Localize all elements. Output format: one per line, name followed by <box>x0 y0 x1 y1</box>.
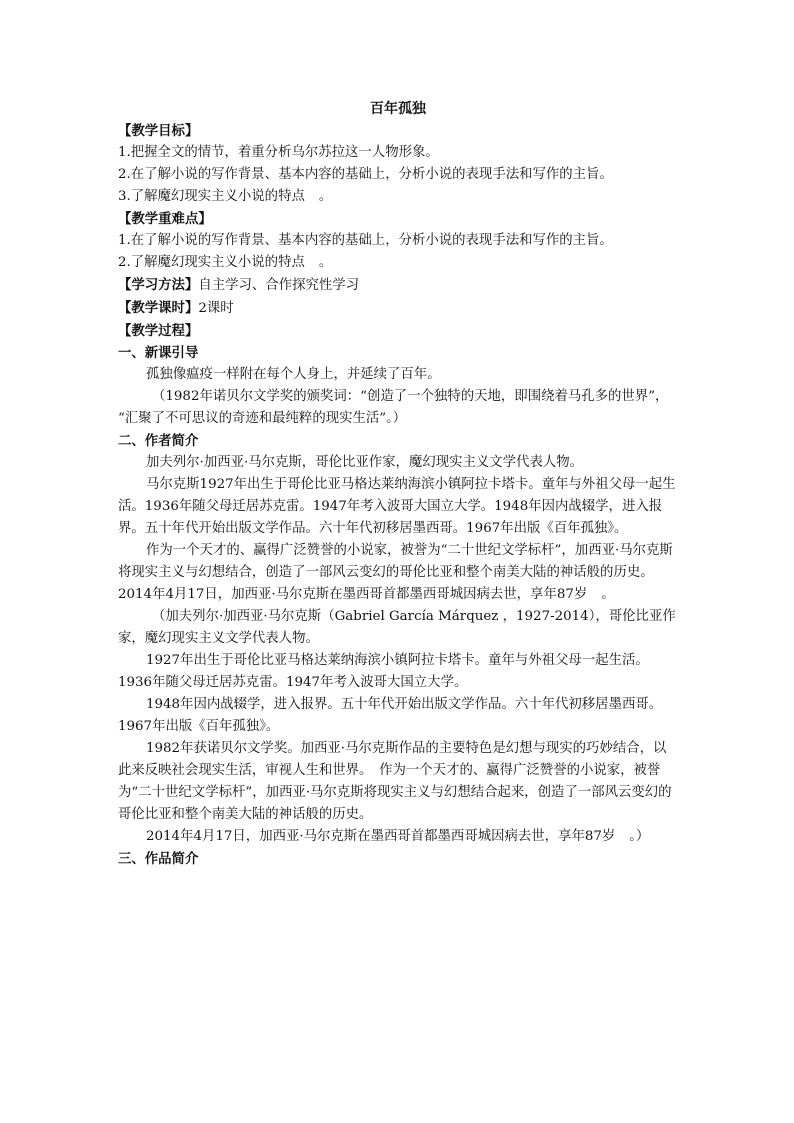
section1-heading: 一、新课引导 <box>118 345 199 361</box>
paragraph: 1982年获诺贝尔文学奖。加西亚·马尔克斯作品的主要特色是幻想与现实的巧妙结合，以此来反映社会现实生活，审视人生和世界。 作为一个天才的、赢得广泛赞誉的小说家，被誉为“二十世纪文学标杆”，加西亚·马尔克斯将现实主义与幻想结合起来，创造了一部风云变幻的哥伦比亚和整个南美大陆的神话般的历史。 <box>118 741 672 822</box>
paragraph: （1982年诺贝尔文学奖的颁奖词：“创造了一个独特的天地，即围绕着马孔多的世界”， “汇聚了不可思议的奇迹和最纯粹的现实生活”。） <box>118 389 669 426</box>
hours-line: 【教学课时】2课时 <box>118 300 234 316</box>
keypoint-item: 1.在了解小说的写作背景、基本内容的基础上，分析小说的表现手法和写作的主旨。 <box>118 233 613 248</box>
goal-item: 3.了解魔幻现实主义小说的特点 。 <box>118 189 333 204</box>
paragraph: （加夫列尔·加西亚·马尔克斯（Gabriel García Márquez ，1927-2014），哥伦比亚作家，魔幻现实主义文学代表人物。 <box>118 609 676 646</box>
paragraph: 孤独像瘟疫一样附在每个人身上，并延续了百年。 <box>146 367 441 382</box>
section3-heading: 三、作品简介 <box>118 851 199 867</box>
paragraph: 1927年出生于哥伦比亚马格达莱纳海滨小镇阿拉卡塔卡。童年与外祖父母一起生活。1936年随父母迁居苏克雷。1947年考入波哥大国立大学。 <box>118 653 649 690</box>
method-line: 【学习方法】自主学习、合作探究性学习 <box>118 277 360 293</box>
goals-heading: 【教学目标】 <box>118 123 199 139</box>
goal-item: 1.把握全文的情节，着重分析乌尔苏拉这一人物形象。 <box>118 145 439 160</box>
process-heading: 【教学过程】 <box>118 323 199 339</box>
document-page <box>118 98 678 870</box>
paragraph: 2014年4月17日，加西亚·马尔克斯在墨西哥首都墨西哥城因病去世，享年87岁 。） <box>146 829 650 844</box>
paragraph: 1948年因内战辍学，进入报界。五十年代开始出版文学作品。六十年代初移居墨西哥。1967年出版《百年孤独》。 <box>118 697 663 734</box>
keypoints-heading: 【教学重难点】 <box>118 211 212 227</box>
paragraph: 马尔克斯1927年出生于哥伦比亚马格达莱纳海滨小镇阿拉卡塔卡。童年与外祖父母一起生活。1936年随父母迁居苏克雷。1947年考入波哥大国立大学。1948年因内战辍学，进入报界。五十年代开始出版文学作品。六十年代初移居墨西哥。1967年出版《百年孤独》。 <box>118 477 676 536</box>
goal-item: 2.在了解小说的写作背景、基本内容的基础上，分析小说的表现手法和写作的主旨。 <box>118 167 613 182</box>
keypoint-item: 2.了解魔幻现实主义小说的特点 。 <box>118 255 333 270</box>
paragraph: 作为一个天才的、赢得广泛赞誉的小说家，被誉为“二十世纪文学标杆”，加西亚·马尔克斯将现实主义与幻想结合，创造了一部风云变幻的哥伦比亚和整个南美大陆的神话般的历史。2014年4月17日，加西亚·马尔克斯在墨西哥首都墨西哥城因病去世，享年87岁 。 <box>118 543 673 602</box>
paragraph: 加夫列尔·加西亚·马尔克斯，哥伦比亚作家，魔幻现实主义文学代表人物。 <box>146 455 584 470</box>
page-title: 百年孤独 <box>370 101 426 117</box>
section2-heading: 二、作者简介 <box>118 433 199 449</box>
